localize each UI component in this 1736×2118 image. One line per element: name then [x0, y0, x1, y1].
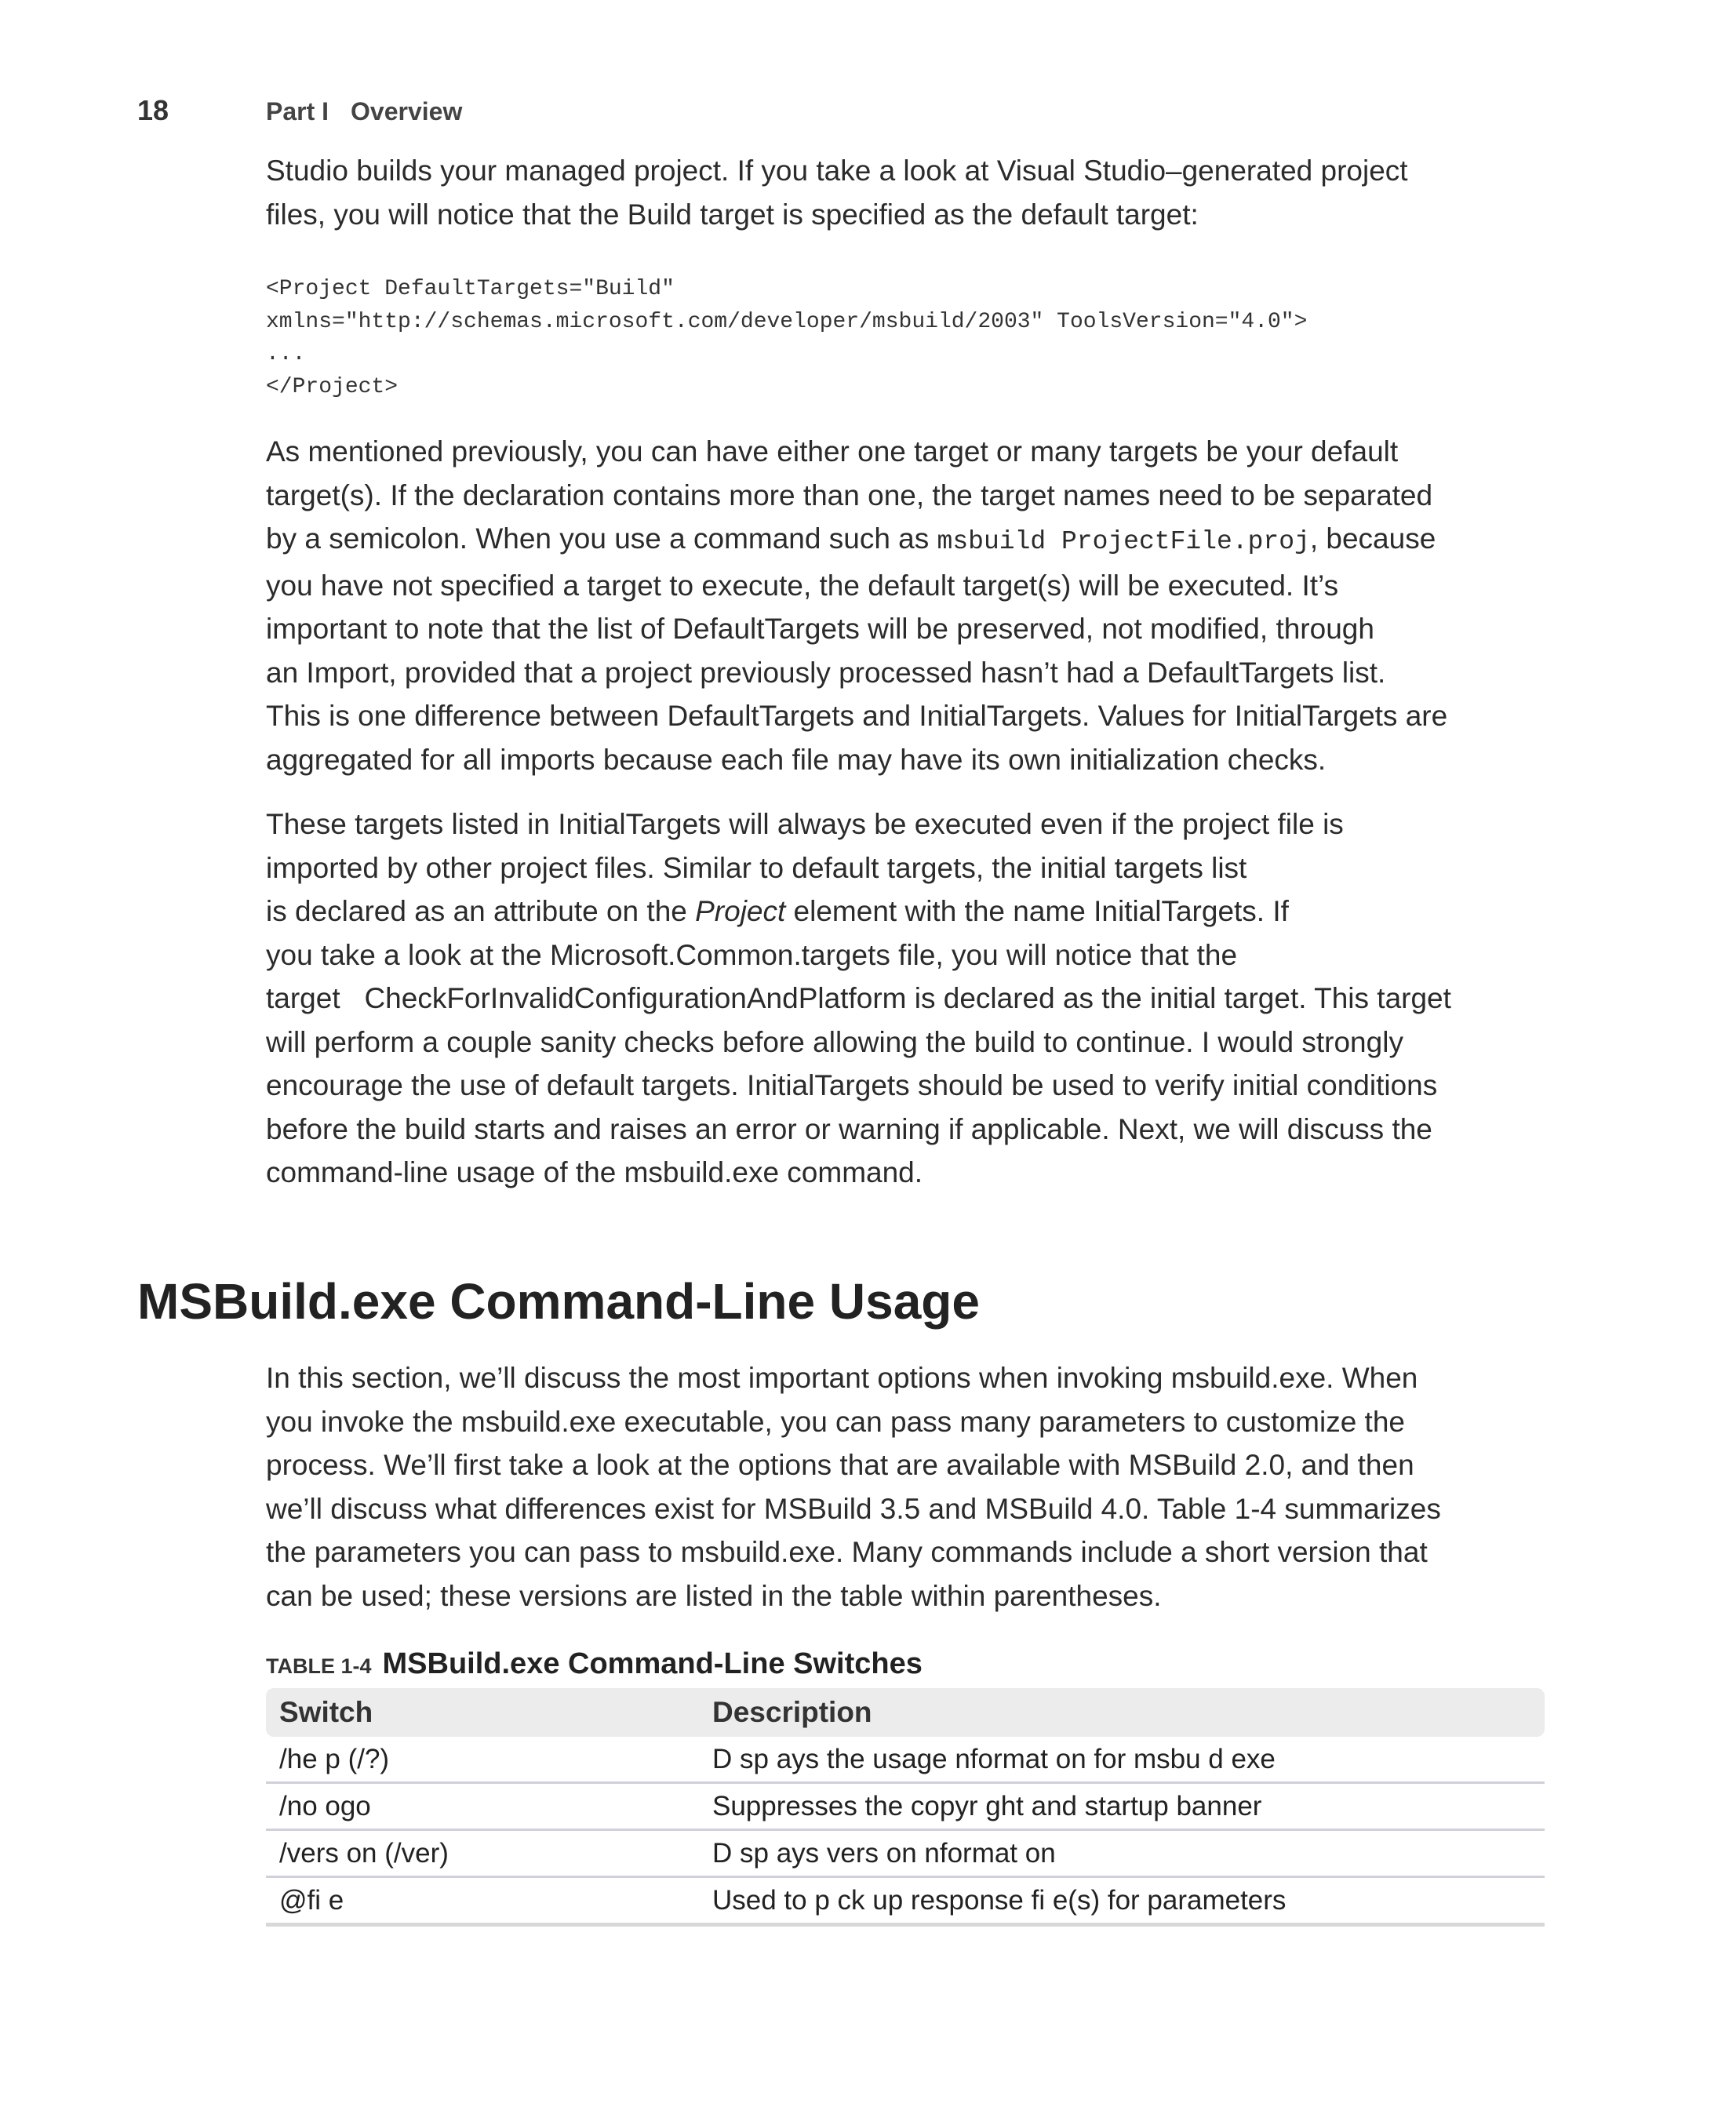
text-line: we’ll discuss what differences exist for MSBuild 3.5 and MSBuild 4.0. Table 1-4 summarizes: [266, 1492, 1441, 1525]
code-line: </Project>: [266, 374, 399, 399]
switch-cell: /vers on (/ver): [266, 1830, 699, 1877]
text-line: [266, 517, 1447, 564]
section-label: Overview: [351, 97, 463, 126]
text-line: important to note that the list of DefaultTargets will be preserved, not modified, through: [266, 613, 1374, 645]
text-line: target(s). If the declaration contains more than one, the target names need to be separated: [266, 479, 1433, 511]
text-span: , because: [1309, 522, 1436, 555]
code-line: xmlns="http://schemas.microsoft.com/developer/msbuild/2003" ToolsVersion="4.0">: [266, 309, 1308, 334]
text-span: is declared as an attribute on the: [266, 895, 696, 927]
description-cell: Used to p ck up response fi e(s) for parameters: [699, 1877, 1545, 1925]
table-label: TABLE 1-4: [266, 1654, 372, 1678]
text-line: files, you will notice that the Build target is specified as the default target:: [266, 198, 1199, 231]
paragraph-section-intro: [266, 1356, 1441, 1618]
switches-table: [266, 1688, 1545, 1927]
emphasis: Project: [695, 895, 786, 927]
switch-cell: @fi e: [266, 1877, 699, 1925]
section-heading: MSBuild.exe Command-Line Usage: [137, 1273, 980, 1330]
paragraph-default-targets: [266, 430, 1447, 781]
text-line: encourage the use of default targets. InitialTargets should be used to verify initial conditions: [266, 1069, 1438, 1101]
text-span: by a semicolon. When you use a command such as: [266, 522, 937, 555]
text-line: will perform a couple sanity checks before allowing the build to continue. I would strongly: [266, 1025, 1403, 1058]
description-cell: D sp ays the usage nformat on for msbu d exe: [699, 1737, 1545, 1783]
switch-cell: /he p (/?): [266, 1737, 699, 1783]
table-row: [266, 1830, 1545, 1877]
column-header-switch: Switch: [279, 1696, 373, 1728]
table-row: [266, 1737, 1545, 1783]
text-line: target CheckForInvalidConfigurationAndPlatform is declared as the initial target. This target: [266, 982, 1451, 1014]
text-line: command-line usage of the msbuild.exe command.: [266, 1156, 923, 1188]
table-title: MSBuild.exe Command-Line Switches: [382, 1647, 923, 1680]
text-line: imported by other project files. Similar to default targets, the initial targets list: [266, 851, 1247, 884]
text-line: the parameters you can pass to msbuild.exe. Many commands include a short version that: [266, 1536, 1428, 1568]
text-line: These targets listed in InitialTargets will always be executed even if the project file is: [266, 808, 1344, 840]
paragraph-initial-targets: [266, 802, 1451, 1195]
page-number: 18: [137, 94, 169, 126]
text-line: can be used; these versions are listed in the table within parentheses.: [266, 1579, 1162, 1612]
column-header-description: Description: [712, 1696, 872, 1728]
text-line: an Import, provided that a project previously processed hasn’t had a DefaultTargets list.: [266, 656, 1386, 689]
code-block: [266, 273, 1307, 403]
description-cell: D sp ays vers on nformat on: [699, 1830, 1545, 1877]
text-line: process. We’ll first take a look at the options that are available with MSBuild 2.0, and then: [266, 1449, 1414, 1481]
inline-code: msbuild ProjectFile.proj: [937, 527, 1310, 556]
switch-cell: /no ogo: [266, 1783, 699, 1830]
table-caption: [266, 1647, 923, 1681]
code-line: <Project DefaultTargets="Build": [266, 277, 675, 301]
text-line: As mentioned previously, you can have either one target or many targets be your default: [266, 435, 1399, 468]
text-line: aggregated for all imports because each file may have its own initialization checks.: [266, 743, 1327, 776]
text-line: This is one difference between DefaultTargets and InitialTargets. Values for InitialTargets are: [266, 700, 1448, 732]
part-label: Part I: [266, 97, 329, 126]
text-line: In this section, we’ll discuss the most important options when invoking msbuild.exe. When: [266, 1362, 1418, 1394]
text-line: you invoke the msbuild.exe executable, you can pass many parameters to customize the: [266, 1405, 1405, 1438]
text-line: you have not specified a target to execute, the default target(s) will be executed. It’s: [266, 569, 1339, 602]
text-line: you take a look at the Microsoft.Common.targets file, you will notice that the: [266, 938, 1238, 971]
description-cell: Suppresses the copyr ght and startup banner: [699, 1783, 1545, 1830]
paragraph-intro: [266, 149, 1408, 236]
table-header-row: [266, 1688, 1545, 1737]
text-line: [266, 890, 1451, 933]
text-span: element with the name InitialTargets. If: [785, 895, 1289, 927]
text-line: before the build starts and raises an error or warning if applicable. Next, we will discuss the: [266, 1112, 1432, 1145]
table-row: [266, 1783, 1545, 1830]
running-header: [266, 97, 484, 126]
table-row: [266, 1877, 1545, 1925]
text-line: Studio builds your managed project. If you take a look at Visual Studio–generated project: [266, 155, 1408, 187]
code-line: ...: [266, 342, 306, 366]
